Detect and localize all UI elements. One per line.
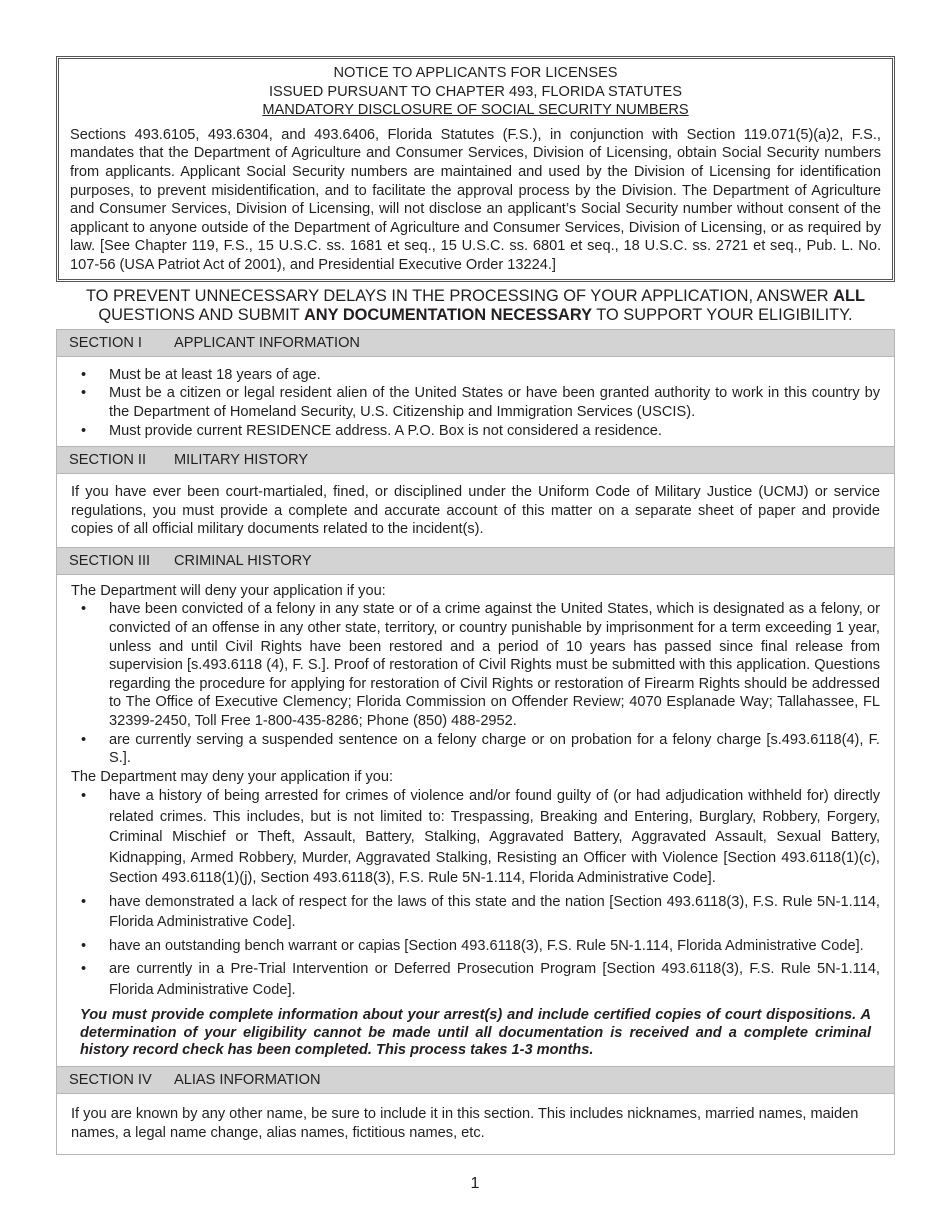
sections-container <box>56 329 895 1155</box>
list-item: • Must provide current RESIDENCE address. A P.O. Box is not considered a residence. <box>71 422 880 441</box>
section-3-body <box>57 575 894 1066</box>
banner-text-2: QUESTIONS AND SUBMIT <box>98 306 304 325</box>
may-deny-reasons-list <box>71 786 880 1000</box>
list-item: • Must be a citizen or legal resident alien of the United States or have been granted authority to work in this country by the Department of Homeland Security, U.S. Citizenship and Immigration Services (USCIS). <box>71 384 880 421</box>
section-2-title: MILITARY HISTORY <box>174 452 309 469</box>
section-1-number: SECTION I <box>69 334 142 351</box>
form-page <box>56 56 895 1155</box>
section-1-header <box>57 329 894 357</box>
section-4-number: SECTION IV <box>69 1071 152 1088</box>
list-item: • Must be at least 18 years of age. <box>71 366 880 385</box>
section-4-header <box>57 1066 894 1094</box>
processing-banner <box>56 282 895 329</box>
page-number: 1 <box>470 1175 480 1192</box>
banner-bold-1: ALL <box>833 286 866 305</box>
deny-lead: The Department will deny your application if you: <box>71 582 386 599</box>
notice-body: Sections 493.6105, 493.6304, and 493.6406, Florida Statutes (F.S.), in conjunction with Section 119.071(5)(a)2, F.S., mandates that the Department of Agriculture and Consumer Services, Division of Licensing, obtain Social Security numbers from applicants. Applicant Social Security numbers are maintained and used by the Division of Licensing for identification purposes, to prevent misidentification, and to facilitate the approval process by the Division. The Department of Agriculture and Consumer Services, Division of Licensing, will not disclose an applicant’s Social Security number without consent of the applicant to anyone outside of the Department of Agriculture and Consumer Services, Division of Licensing, or as required by law. [See Chapter 119, F.S., 15 U.S.C. ss. 1681 et seq., 15 U.S.C. ss. 6801 et seq., 18 U.S.C. ss. 2721 et seq., Pub. L. No. 107-56 (USA Patriot Act of 2001), and Presidential Executive Order 13224.] <box>70 126 881 273</box>
section-2-number: SECTION II <box>69 452 147 469</box>
section-3-title: CRIMINAL HISTORY <box>174 552 312 569</box>
section-4-title: ALIAS INFORMATION <box>174 1071 321 1088</box>
list-item: • have a history of being arrested for crimes of violence and/or found guilty of (or had adjudication withheld for) directly related crimes. This includes, but is not limited to: Trespassing, Breaking and Entering, Burglary, Robbery, Forgery, Criminal Mischief or Theft, Assault, Battery, Stalking, Aggravated Battery, Aggravated Assault, Sexual Battery, Kidnapping, Armed Robbery, Murder, Aggravated Stalking, Resisting an Officer with Violence [Section 493.6118(1)(c), Section 493.6118(1)(j), Section 493.6118(3), F.S. Rule 5N-1.114, Florida Administrative Code]. <box>71 786 880 889</box>
banner-bold-2: ANY DOCUMENTATION NECESSARY <box>303 306 593 325</box>
arrest-documentation-warning: You must provide complete information about your arrest(s) and include certified copies of court dispositions. A determination of your eligibility cannot be made until all documentation is received and a complete criminal history record check has been completed. This process takes 1-3 months. <box>80 1007 871 1059</box>
notice-title <box>70 64 881 120</box>
deny-reasons-list <box>71 600 880 767</box>
ssn-notice-box <box>56 56 895 282</box>
section-2-body: If you have ever been court-martialed, fined, or disciplined under the Uniform Code of Military Justice (UCMJ) or service regulations, you must provide a complete and accurate account of this matter on a separate sheet of paper and provide copies of all official military documents related to the incident(s). <box>71 484 880 538</box>
section-2-header <box>57 446 894 474</box>
list-item: • have demonstrated a lack of respect for the laws of this state and the nation [Section 493.6118(3), F.S. Rule 5N-1.114, Florida Administrative Code]. <box>71 892 880 933</box>
banner-text-1: TO PREVENT UNNECESSARY DELAYS IN THE PROCESSING OF YOUR APPLICATION, ANSWER <box>85 286 834 305</box>
notice-title-line-3: MANDATORY DISCLOSURE OF SOCIAL SECURITY NUMBERS <box>262 102 689 119</box>
list-item: • are currently serving a suspended sentence on a felony charge or on probation for a felony charge [s.493.6118(4), F. S.]. <box>71 731 880 768</box>
section-1-title: APPLICANT INFORMATION <box>174 334 360 351</box>
list-item: • are currently in a Pre-Trial Intervention or Deferred Prosecution Program [Section 493.6118(3), F.S. Rule 5N-1.114, Florida Administrative Code]. <box>71 959 880 1000</box>
section-3-number: SECTION III <box>69 552 151 569</box>
list-item: • have an outstanding bench warrant or capias [Section 493.6118(3), F.S. Rule 5N-1.114, Florida Administrative Code]. <box>71 936 880 957</box>
list-item: • have been convicted of a felony in any state or of a crime against the United States, which is designated as a felony, or convicted of an offense in any other state, territory, or country punishable by imprisonment for a term exceeding 1 year, unless and until Civil Rights have been restored and a period of 10 years has passed since final release from supervision [s.493.6118 (4), F. S.]. Proof of restoration of Civil Rights must be submitted with this application. Questions regarding the procedure for applying for restoration of Civil Rights or restoration of Firearm Rights should be addressed to The Office of Executive Clemency; Florida Commission on Offender Review; 4070 Esplanade Way; Tallahassee, FL 32399-2450, Toll Free 1-800-435-8286; Phone (850) 488-2952. <box>71 600 880 730</box>
may-deny-lead: The Department may deny your application if you: <box>71 768 394 785</box>
applicant-requirements-list <box>71 366 880 440</box>
section-3-header <box>57 547 894 575</box>
section-1-body <box>57 357 894 446</box>
banner-text-3: TO SUPPORT YOUR ELIGIBILITY. <box>592 306 853 325</box>
notice-title-line-1: NOTICE TO APPLICANTS FOR LICENSES <box>333 65 618 81</box>
section-4-body: If you are known by any other name, be sure to include it in this section. This includes nicknames, married names, maiden names, a legal name change, alias names, fictitious names, etc. <box>71 1105 859 1141</box>
notice-title-line-2: ISSUED PURSUANT TO CHAPTER 493, FLORIDA STATUTES <box>268 83 683 100</box>
